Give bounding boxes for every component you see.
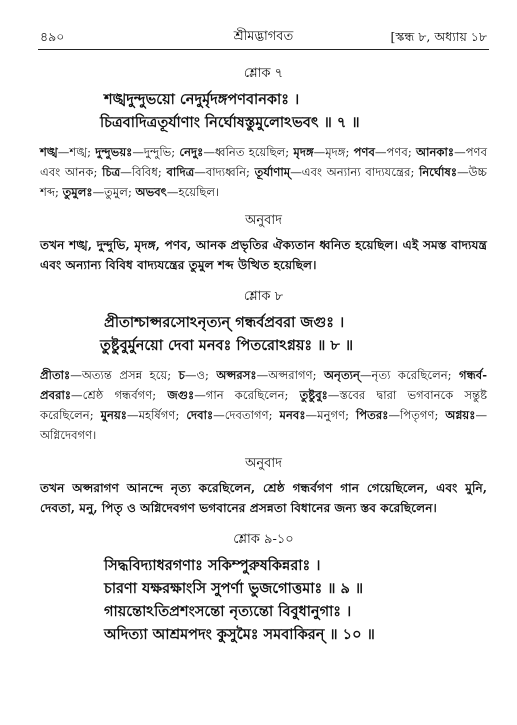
translation-title: অনুবাদ: [245, 213, 282, 228]
synonym-word: মুনয়ঃ: [100, 408, 127, 422]
synonym-meaning: মহর্ষিগণ: [138, 408, 176, 422]
synonym-word: পণব: [353, 145, 375, 159]
page-number: ৪৯০: [40, 29, 65, 44]
shloka-title: শ্লোক ৯-১০: [233, 532, 294, 547]
synonym-word: পিতরঃ: [355, 408, 389, 422]
translation: তখন শঙ্খ, দুন্দুভি, মৃদঙ্গ, পণব, আনক প্রভৃতির ঐক্যতান ধ্বনিত হয়েছিল। এই সমস্ত বাদ্যযন্ত্র এবং অন্যান্য বিবিধ বাদ্যযন্ত্রের তুমুল শব্দ উত্থিত হয়েছিল।: [40, 238, 487, 272]
verse-line: শঙ্খদুন্দুভয়ো নেদুর্মৃদঙ্গপণবানকাঃ ।: [104, 91, 300, 108]
translation: তখন অপ্সরাগণ আনন্দে নৃত্য করেছিলেন, শ্রেষ্ঠ গন্ধর্বগণ গান গেয়েছিলেন, এবং মুনি, দেবতা, মনু, পিতৃ ও অগ্নিদেবগণ ভগবানের প্রসন্নতা বিধানের জন্য স্তব করেছিলেন।: [40, 481, 487, 515]
shloka-title: শ্লোক ৭: [243, 66, 284, 81]
synonym-word: অপ্সরসঃ: [216, 368, 257, 382]
synonym-meaning: বাদ্যধ্বনি: [205, 165, 247, 179]
synonym-word: প্রীতাঃ: [40, 368, 71, 382]
chapter-reference: [স্কন্ধ ৮, অধ্যায় ১৮: [390, 29, 487, 44]
synonym-meaning: অপ্সরাগণ: [268, 368, 313, 382]
synonym-meaning: মৃদঙ্গ: [325, 145, 346, 159]
synonym-meaning: বিবিধ: [131, 165, 158, 179]
synonym-meaning: পণব: [386, 145, 408, 159]
verse-line: চারণা যক্ষরক্ষাংসি সুপর্ণা ভুজগোত্তমাঃ ॥ ৯ ॥: [104, 580, 364, 597]
synonym-word: অনৃত্যন্: [323, 368, 360, 382]
page-content: [40, 58, 487, 646]
verse: [40, 88, 487, 134]
verse: [40, 311, 487, 357]
synonym-word: তুমুলঃ: [62, 185, 93, 199]
synonym-meaning: গান করেছিলেন: [205, 388, 285, 402]
verse-line: প্রীতাশ্চাপ্সরসোঽনৃত্যন্ গন্ধর্বপ্রবরা জগুঃ ।: [104, 314, 345, 331]
verse-line: গায়ন্তোঽতিপ্রশংসন্তো নৃত্যন্তো বিবুধানুগাঃ ।: [104, 603, 352, 620]
header-divider: [38, 49, 489, 50]
synonym-meaning: পিতৃগণ: [400, 408, 435, 422]
synonym-word: মৃদঙ্গ: [293, 145, 314, 159]
book-title: শ্রীমদ্ভাগবত: [233, 29, 294, 44]
synonyms: প্রীতাঃ—অত্যন্ত প্রসন্ন হয়ে; চ—ও; অপ্সরসঃ—অপ্সরাগণ; অনৃত্যন্—নৃত্য করেছিলেন; গন্ধর্ব-প্রবরাঃ—শ্রেষ্ঠ গন্ধর্বগণ; জগুঃ—গান করেছিলেন; তুষ্টুবুঃ—স্তবের দ্বারা ভগবানকে সন্তুষ্ট করেছিলেন; মুনয়ঃ—মহর্ষিগণ; দেবাঃ—দেবতাগণ; মনবঃ—মনুগণ; পিতরঃ—পিতৃগণ; অগ্নয়ঃ—অগ্নিদেবগণ।: [40, 368, 488, 442]
synonym-meaning: অগ্নিদেবগণ: [40, 428, 93, 442]
translation-title: অনুবাদ: [245, 456, 282, 471]
shloka-title: শ্লোক ৮: [243, 289, 284, 304]
synonym-word: জগুঃ: [167, 388, 195, 402]
synonym-meaning: ধ্বনিত হয়েছিল: [214, 145, 286, 159]
synonym-meaning: শ্রেষ্ঠ গন্ধর্বগণ: [82, 388, 153, 402]
synonym-meaning: মনুগণ: [317, 408, 346, 422]
synonym-meaning: স্তবের দ্বারা ভগবানকে সন্তুষ্ট করেছিলেন: [40, 388, 488, 422]
synonym-word: তূর্যাণাম্: [254, 165, 291, 179]
verse-line: তুষ্টুবুর্মুনয়ো দেবা মনবঃ পিতরোঽগ্নয়ঃ ॥ ৮ ॥: [100, 337, 354, 354]
synonym-word: তুষ্টুবুঃ: [299, 388, 328, 402]
synonym-meaning: দেবতাগণ: [224, 408, 269, 422]
verse-line: অদিত্যা আশ্রমপদং কুসুমৈঃ সমবাকিরন্ ॥ ১০ ॥: [104, 626, 375, 643]
synonym-meaning: হয়েছিল: [178, 185, 216, 199]
synonyms: শঙ্খ—শঙ্খ; দুন্দুভয়ঃ—দুন্দুভি; নেদুঃ—ধ্বনিত হয়েছিল; মৃদঙ্গ—মৃদঙ্গ; পণব—পণব; আনকাঃ—পণব এবং আনক; চিত্র—বিবিধ; বাদিত্র—বাদ্যধ্বনি; তূর্যাণাম্—এবং অন্যান্য বাদ্যযন্ত্রের; নির্ঘোষঃ—উচ্চ শব্দ; তুমুলঃ—তুমুল; অভবৎ—হয়েছিল।: [40, 145, 488, 199]
synonym-word: চিত্র: [102, 165, 121, 179]
verse-line: চিত্রবাদিত্রতূর্যাণাং নির্ঘোষস্তুমুলোঽভবৎ ॥ ৭ ॥: [100, 114, 360, 131]
synonym-meaning: পণব এবং আনক: [40, 145, 488, 179]
synonym-word: শঙ্খ: [40, 145, 58, 159]
synonym-word: গন্ধর্ব-প্রবরাঃ: [40, 368, 488, 402]
synonym-word: অগ্নয়ঃ: [445, 408, 476, 422]
synonym-word: মনবঃ: [279, 408, 306, 422]
synonym-meaning: তুমুল: [104, 185, 128, 199]
synonym-meaning: উচ্চ শব্দ: [40, 165, 487, 199]
synonym-word: আনকাঃ: [415, 145, 455, 159]
synonym-meaning: অত্যন্ত প্রসন্ন হয়ে: [81, 368, 168, 382]
synonym-word: দেবাঃ: [186, 408, 214, 422]
synonym-meaning: ও: [196, 368, 205, 382]
verse: [40, 554, 487, 646]
page-header: [40, 27, 487, 47]
synonym-meaning: দুন্দুভি: [143, 145, 172, 159]
verse-line: সিদ্ধবিদ্যাধরগণাঃ সকিম্পুরুষকিন্নরাঃ ।: [104, 557, 321, 574]
synonym-word: নেদুঃ: [179, 145, 204, 159]
synonym-meaning: শঙ্খ: [69, 145, 88, 159]
synonym-word: চ: [178, 368, 185, 382]
synonym-word: বাদিত্র: [166, 165, 195, 179]
synonym-meaning: নৃত্য করেছিলেন: [371, 368, 448, 382]
synonym-meaning: এবং অন্যান্য বাদ্যযন্ত্রের: [301, 165, 411, 179]
synonym-word: নির্ঘোষঃ: [419, 165, 458, 179]
synonym-word: দুন্দুভয়ঃ: [95, 145, 133, 159]
synonym-word: অভবৎ: [135, 185, 167, 199]
